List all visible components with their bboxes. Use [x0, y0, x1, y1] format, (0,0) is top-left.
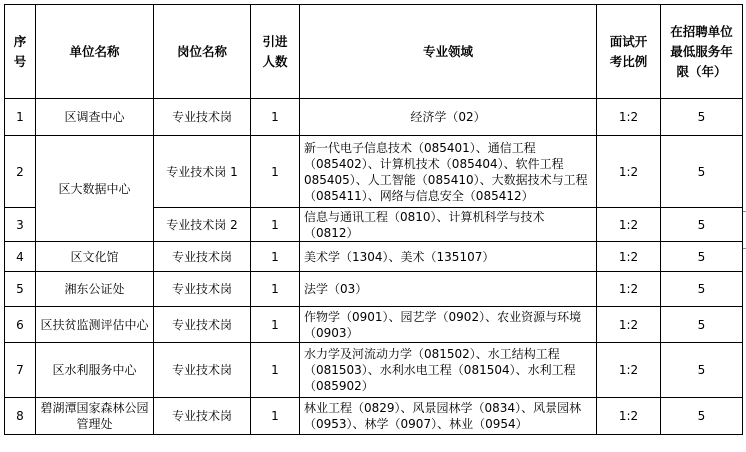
cell-ratio: 1:2: [597, 307, 661, 343]
cell-post: 专业技术岗 2: [154, 208, 251, 242]
cell-field: 作物学（0901）、园艺学（0902）、农业资源与环境（0903）: [300, 307, 597, 343]
cell-years: 5: [661, 242, 743, 272]
cell-field: 水力学及河流动力学（081502）、水工结构工程（081503）、水利水电工程（081504）、水利工程（085902）: [300, 343, 597, 398]
cell-years: 5: [661, 272, 743, 307]
cell-post: 专业技术岗 1: [154, 136, 251, 208]
table-row: [5, 307, 743, 343]
header-count: 引进人数: [251, 5, 300, 99]
cell-unit: 区扶贫监测评估中心: [36, 307, 154, 343]
header-no: 序号: [5, 5, 36, 99]
cell-no: 4: [5, 242, 36, 272]
cell-ratio: 1:2: [597, 99, 661, 136]
cell-unit: 区文化馆: [36, 242, 154, 272]
cell-unit: 湘东公证处: [36, 272, 154, 307]
cell-years: 5: [661, 99, 743, 136]
recruitment-table: [4, 4, 743, 435]
cell-ratio: 1:2: [597, 242, 661, 272]
cell-count: 1: [251, 136, 300, 208]
cell-years: 5: [661, 208, 743, 242]
cell-unit: 区大数据中心: [36, 136, 154, 242]
cell-unit: 区水利服务中心: [36, 343, 154, 398]
cell-count: 1: [251, 99, 300, 136]
cell-field: 经济学（02）: [300, 99, 597, 136]
cell-count: 1: [251, 307, 300, 343]
cell-no: 2: [5, 136, 36, 208]
header-unit: 单位名称: [36, 5, 154, 99]
cell-count: 1: [251, 208, 300, 242]
cell-post: 专业技术岗: [154, 242, 251, 272]
cell-years: 5: [661, 136, 743, 208]
cell-ratio: 1:2: [597, 208, 661, 242]
table-row: [5, 242, 743, 272]
cell-post: 专业技术岗: [154, 307, 251, 343]
cell-field: 新一代电子信息技术（085401）、通信工程（085402）、计算机技术（085404）、软件工程 085405）、人工智能（085410）、大数据技术与工程（085411）、网络与信息安全（085412）: [300, 136, 597, 208]
cell-count: 1: [251, 242, 300, 272]
header-post: 岗位名称: [154, 5, 251, 99]
table-row: [5, 136, 743, 208]
cell-count: 1: [251, 398, 300, 435]
cell-post: 专业技术岗: [154, 272, 251, 307]
cell-field: 信息与通讯工程（0810）、计算机科学与技术（0812）: [300, 208, 597, 242]
cell-unit: 区调查中心: [36, 99, 154, 136]
cell-years: 5: [661, 307, 743, 343]
cell-post: 专业技术岗: [154, 99, 251, 136]
cell-no: 1: [5, 99, 36, 136]
cell-ratio: 1:2: [597, 343, 661, 398]
cell-field: 林业工程（0829）、风景园林学（0834）、风景园林（0953）、林学（0907）、林业（0954）: [300, 398, 597, 435]
table-row: [5, 272, 743, 307]
cell-field: 法学（03）: [300, 272, 597, 307]
table-row: [5, 343, 743, 398]
header-years: 在招聘单位最低服务年限（年）: [661, 5, 743, 99]
table-row: [5, 398, 743, 435]
cell-years: 5: [661, 398, 743, 435]
cell-ratio: 1:2: [597, 272, 661, 307]
header-field: 专业领域: [300, 5, 597, 99]
cell-no: 8: [5, 398, 36, 435]
cell-no: 5: [5, 272, 36, 307]
cell-no: 6: [5, 307, 36, 343]
cell-years: 5: [661, 343, 743, 398]
cell-post: 专业技术岗: [154, 343, 251, 398]
cell-count: 1: [251, 272, 300, 307]
cell-unit: 碧湖潭国家森林公园管理处: [36, 398, 154, 435]
header-ratio: 面试开考比例: [597, 5, 661, 99]
cell-ratio: 1:2: [597, 136, 661, 208]
cell-ratio: 1:2: [597, 398, 661, 435]
header-row: [5, 5, 743, 99]
cell-field: 美术学（1304）、美术（135107）: [300, 242, 597, 272]
cell-count: 1: [251, 343, 300, 398]
cell-no: 7: [5, 343, 36, 398]
cell-post: 专业技术岗: [154, 398, 251, 435]
cell-no: 3: [5, 208, 36, 242]
table-row: [5, 99, 743, 136]
